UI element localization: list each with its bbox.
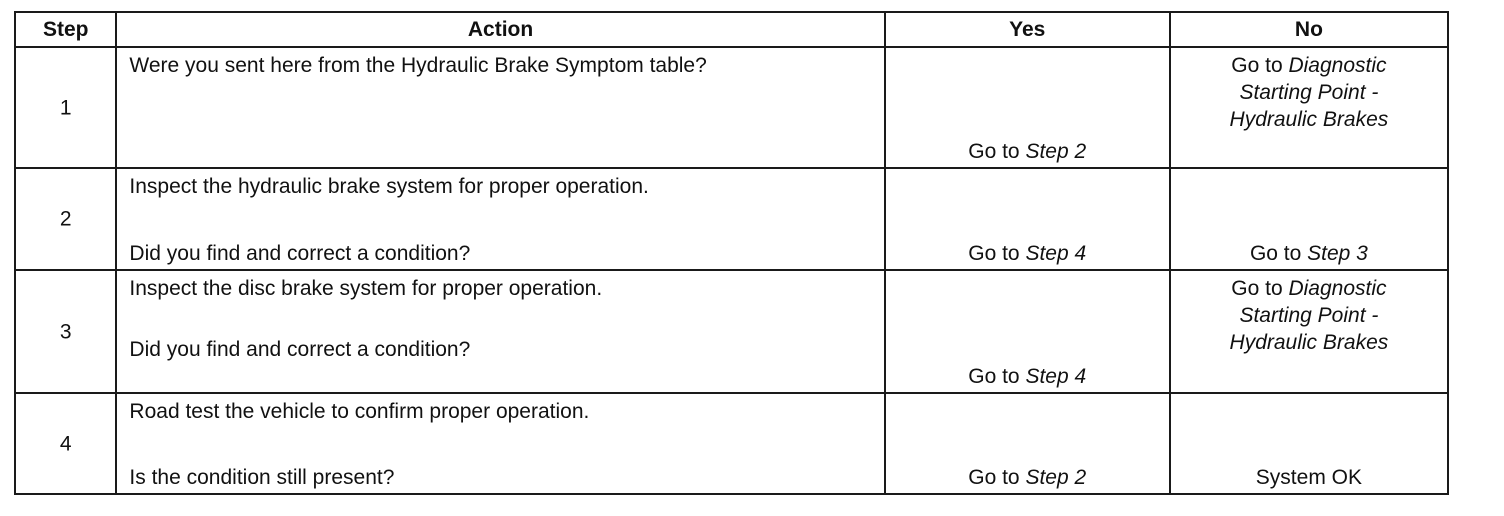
no-ref-line2: Starting Point - <box>1239 81 1379 104</box>
yes-step-ref: Step 2 <box>1025 466 1087 489</box>
step-number: 4 <box>59 432 72 455</box>
step-number: 2 <box>59 207 72 231</box>
yes-cell <box>885 47 1170 168</box>
no-ref-line1: Diagnostic <box>1288 277 1387 300</box>
action-text: Road test the vehicle to confirm proper operation. <box>129 400 590 423</box>
no-cell <box>1170 270 1448 393</box>
no-cell <box>1170 393 1448 494</box>
no-cell <box>1170 47 1448 168</box>
action-question: Did you find and correct a condition? <box>129 242 471 265</box>
action-question: Is the condition still present? <box>129 466 395 489</box>
yes-result <box>886 464 1169 491</box>
table-row <box>15 168 1448 270</box>
action-cell <box>116 393 884 494</box>
header-action: Action <box>116 12 884 47</box>
no-ref-line3: Hydraulic Brakes <box>1229 331 1389 354</box>
header-step: Step <box>15 12 116 47</box>
action-text: Inspect the disc brake system for proper operation. <box>129 277 603 300</box>
yes-prefix: Go to <box>968 466 1026 489</box>
header-no: No <box>1170 12 1448 47</box>
step-cell <box>15 270 116 393</box>
action-question: Did you find and correct a condition? <box>129 338 471 361</box>
yes-cell <box>885 393 1170 494</box>
no-prefix: Go to <box>1231 277 1289 300</box>
step-cell <box>15 168 116 270</box>
no-result <box>1171 240 1447 267</box>
no-step-ref: Step 3 <box>1307 242 1368 265</box>
step-number: 3 <box>59 320 72 343</box>
yes-step-ref: Step 4 <box>1025 365 1087 388</box>
table-row <box>15 270 1448 393</box>
action-text: Inspect the hydraulic brake system for proper operation. <box>129 175 649 198</box>
yes-result <box>886 240 1169 267</box>
yes-prefix: Go to <box>968 365 1026 388</box>
step-cell <box>15 393 116 494</box>
no-result <box>1171 52 1447 133</box>
action-cell <box>116 168 884 270</box>
action-text: Were you sent here from the Hydraulic Brake Symptom table? <box>129 54 707 77</box>
table-header-row <box>15 12 1448 47</box>
no-ref-line1: Diagnostic <box>1288 54 1387 77</box>
no-prefix: Go to <box>1231 54 1289 77</box>
table-row <box>15 47 1448 168</box>
no-cell <box>1170 168 1448 270</box>
no-result <box>1171 275 1447 356</box>
yes-result <box>886 138 1169 165</box>
table-row <box>15 393 1448 494</box>
action-cell <box>116 270 884 393</box>
no-result: System OK <box>1255 466 1362 489</box>
step-number: 1 <box>59 96 72 119</box>
yes-cell <box>885 270 1170 393</box>
no-ref-line2: Starting Point - <box>1239 304 1379 327</box>
no-prefix: Go to <box>1249 242 1308 265</box>
yes-step-ref: Step 4 <box>1025 242 1087 265</box>
action-cell <box>116 47 884 168</box>
yes-step-ref: Step 2 <box>1025 140 1087 163</box>
diagnostic-table <box>14 11 1449 495</box>
step-cell <box>15 47 116 168</box>
yes-prefix: Go to <box>968 140 1026 163</box>
header-yes: Yes <box>885 12 1170 47</box>
yes-prefix: Go to <box>968 242 1026 265</box>
yes-result <box>886 363 1169 390</box>
yes-cell <box>885 168 1170 270</box>
no-ref-line3: Hydraulic Brakes <box>1229 108 1389 131</box>
